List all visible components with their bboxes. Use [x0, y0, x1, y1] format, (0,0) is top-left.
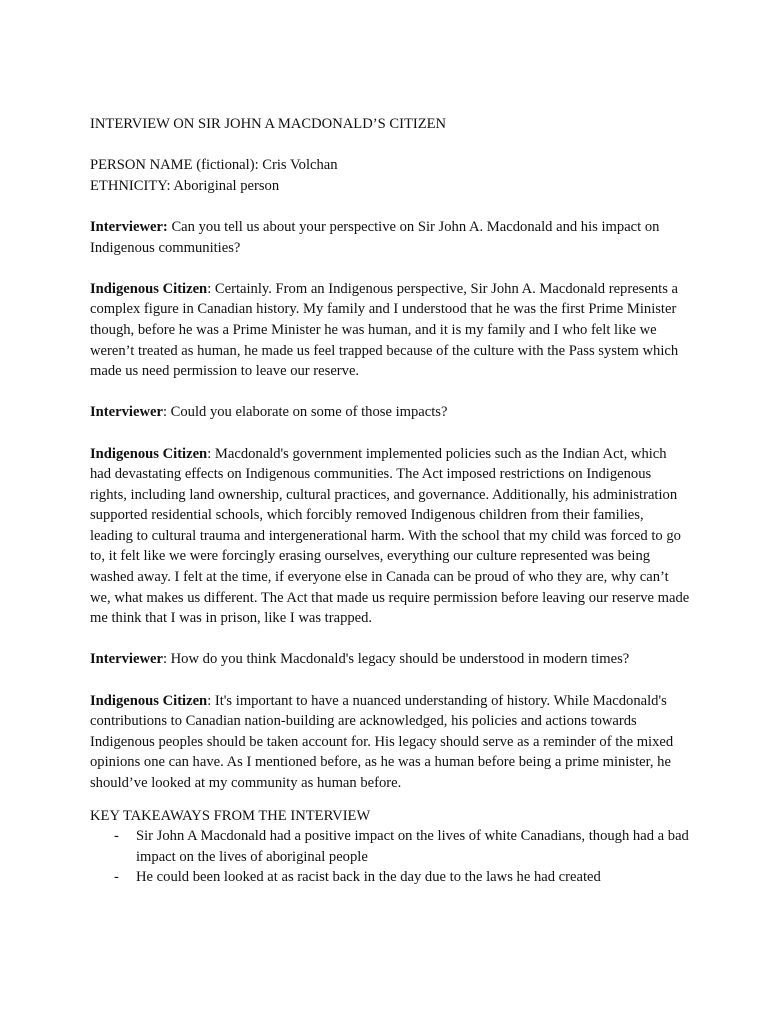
qa-paragraph-citizen-3 [90, 691, 690, 794]
takeaway-text: Sir John A Macdonald had a positive impact on the lives of white Canadians, though had a bad impact on the lives of aboriginal people [136, 828, 689, 865]
qa-text: : Certainly. From an Indigenous perspective, Sir John A. Macdonald represents a complex figure in Canadian history. My family and I understood that he was the first Prime Minister though, before he was a Prime Minister he was human, and it is my family and I who felt like we weren’t treated as human, he made us feel trapped because of the culture with the Pass system which made us need permission to leave our reserve. [90, 280, 679, 380]
takeaways-heading: KEY TAKEAWAYS FROM THE INTERVIEW [90, 807, 371, 824]
bullet-dash: - [114, 869, 119, 886]
qa-paragraph-interviewer-2 [90, 402, 690, 423]
takeaway-text: He could been looked at as racist back in the day due to the laws he had created [136, 869, 601, 886]
qa-text: : Could you elaborate on some of those impacts? [162, 404, 448, 421]
qa-paragraph-interviewer-3 [90, 649, 690, 670]
document-title: INTERVIEW ON SIR JOHN A MACDONALD’S CITIZEN [90, 116, 447, 132]
speaker-label: Indigenous Citizen [90, 445, 208, 462]
speaker-label: Indigenous Citizen [90, 280, 208, 297]
list-item [90, 826, 690, 867]
qa-paragraph-interviewer-1 [90, 217, 690, 258]
qa-paragraph-citizen-2 [90, 444, 690, 629]
qa-text: : How do you think Macdonald's legacy should be understood in modern times? [162, 651, 630, 668]
takeaways-list [90, 826, 690, 888]
qa-text: Can you tell us about your perspective on Sir John A. Macdonald and his impact on Indigenous communities? [90, 218, 660, 256]
speaker-label: Interviewer: [90, 218, 168, 235]
qa-text: : It's important to have a nuanced understanding of history. While Macdonald's contributions to Canadian nation-building are acknowledged, his policies and actions towards Indigenous peoples should be taken account for. His legacy should serve as a reminder of the mixed opinions one can have. As I mentioned before, as he was a human before being a prime minister, he should’ve looked at my community as human before. [90, 692, 674, 791]
person-name-line: PERSON NAME (fictional): Cris Volchan [90, 157, 338, 174]
speaker-label: Interviewer [90, 651, 163, 668]
ethnicity-line: ETHNICITY: Aboriginal person [90, 177, 280, 194]
speaker-label: Interviewer [90, 404, 163, 421]
qa-text: : Macdonald's government implemented policies such as the Indian Act, which had devastating effects on Indigenous communities. The Act imposed restrictions on Indigenous rights, including land ownership, cultural practices, and governance. Additionally, his administration supported residential schools, which forcibly removed Indigenous children from their families, leading to cultural trauma and intergenerational harm. With the school that my child was forced to go to, it felt like we were forcingly erasing ourselves, everything our culture represented was being washed away. I felt at the time, if everyone else in Canada can be proud of who they are, why can’t we, what makes us different. The Act that made us require permission before leaving our reserve made me think that I was in prison, like I was trapped. [90, 445, 690, 627]
speaker-label: Indigenous Citizen [90, 692, 208, 709]
qa-paragraph-citizen-1 [90, 279, 690, 382]
bullet-dash: - [114, 828, 119, 845]
document-page [90, 114, 690, 888]
list-item [90, 867, 690, 888]
